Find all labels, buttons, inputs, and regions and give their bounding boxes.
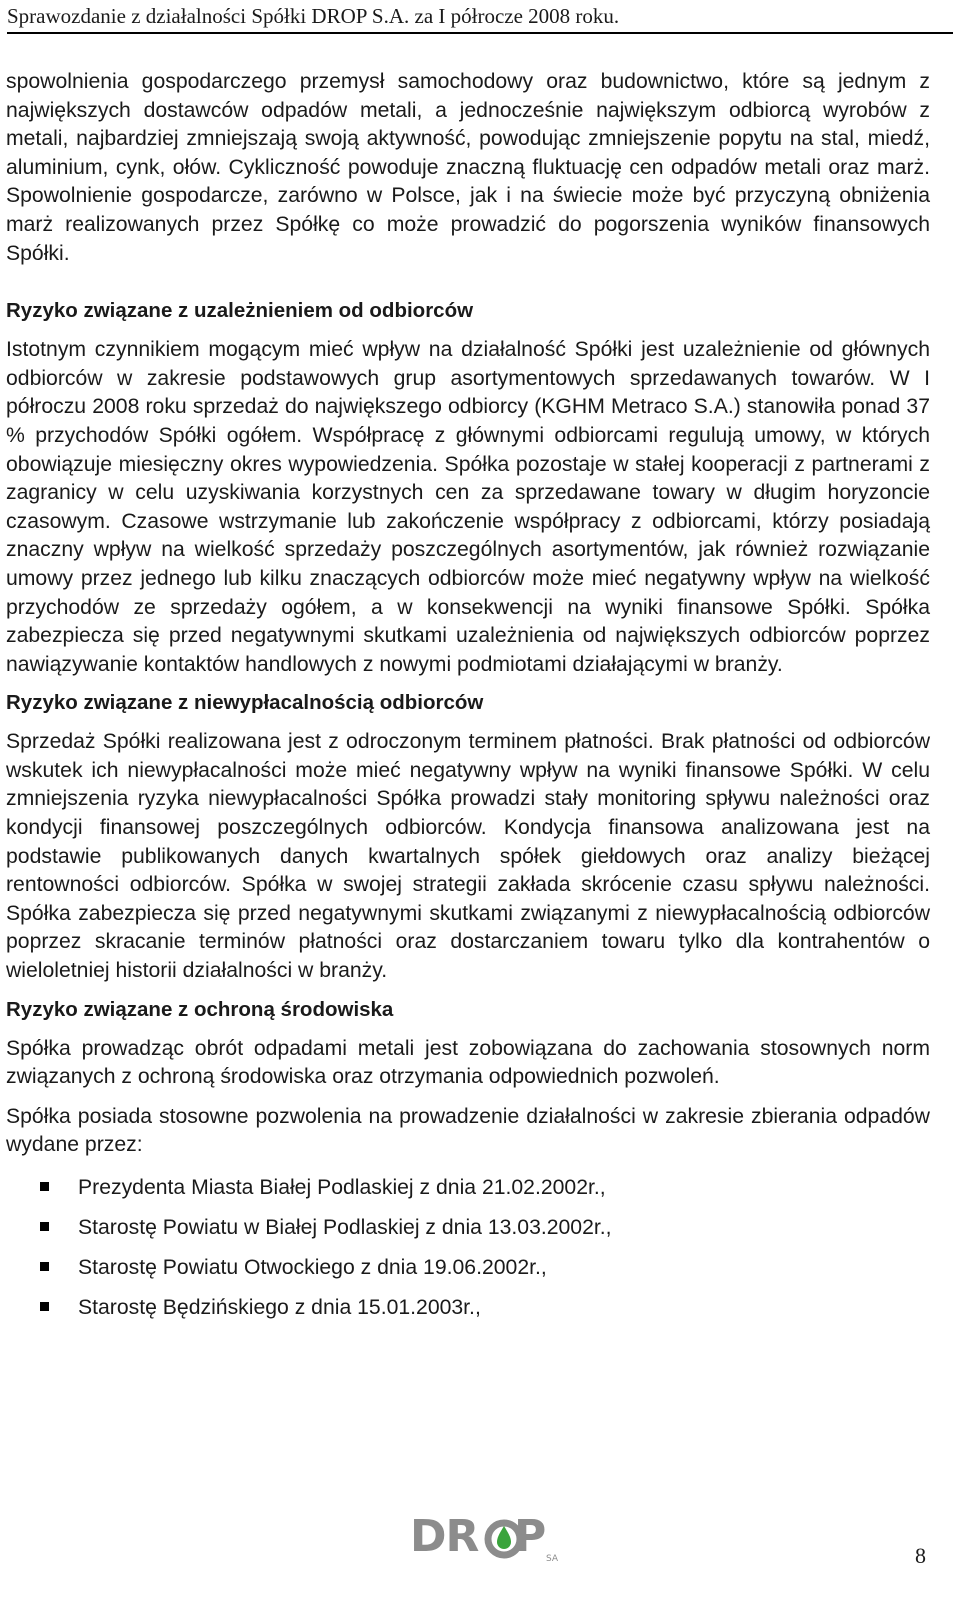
logo-text-end: P — [514, 1511, 546, 1562]
list-item — [6, 1248, 930, 1288]
list-item — [6, 1208, 930, 1248]
environment-paragraph-2: Spółka posiada stosowne pozwolenia na prowadzenie działalności w zakresie zbierania odpadów wydane przez: — [6, 1104, 930, 1157]
intro-paragraph: spowolnienia gospodarczego przemysł samochodowy oraz budownictwo, które są jednym z największych dostawców odpadów metali, a jednocześnie największym odbiorcą wyrobów z metali, najbardziej zmniejszają swoją aktywność, powodując zmniejszenie popytu na stal, miedź, aluminium, cynk, ołów. Cykliczność powoduje znaczną fluktuację cen odpadów metali oraz marż. Spowolnienie gospodarcze, zarówno w Polsce, jak i na świecie może być przyczyną obniżenia marż realizowanych przez Spółkę co może prowadzić do pogorszenia wyników finansowych Spółki. — [6, 70, 930, 265]
section-heading-customer-dependency: Ryzyko związane z uzależnieniem od odbiorców — [6, 299, 474, 323]
permit-text: Starostę Powiatu Otwockiego z dnia 19.06.2002r., — [78, 1256, 547, 1279]
logo-suffix: SA — [546, 1554, 559, 1564]
list-item — [6, 1288, 930, 1328]
page-number: 8 — [915, 1543, 926, 1568]
customer-dependency-paragraph: Istotnym czynnikiem mogącym mieć wpływ na działalność Spółki jest uzależnienie od głównych odbiorców w zakresie podstawowych grup asortymentowych sprzedawanych towarów. W I półroczu 2008 roku sprzedaż do największego odbiorcy (KGHM Metraco S.A.) stanowiła ponad 37 % przychodów Spółki ogółem. Współpracę z głównymi odbiorcami regulują umowy, w których obowiązuje miesięczny okres wypowiedzenia. Spółka pozostaje w stałej kooperacji z partnerami z zagranicy w celu uzyskiwania korzystnych cen za sprzedawane towary w długim horyzoncie czasowym. Czasowe wstrzymanie lub zakończenie współpracy z odbiorcami, którzy posiadają znaczny wpływ na wielkość sprzedaży poszczególnych asortymentów, jak również rozwiązanie umowy przez jednego lub kilku znaczących odbiorców może mieć negatywny wpływ na wielkość przychodów ze sprzedaży ogółem, a w konsekwencji na wyniki finansowe Spółki. Spółka zabezpiecza się przed negatywnymi skutkami uzależnienia od największych odbiorców poprzez nawiązywanie kontaktów handlowych z nowymi podmiotami działającymi w branży. — [6, 338, 930, 676]
permit-text: Starostę Powiatu w Białej Podlaskiej z dnia 13.03.2002r., — [78, 1216, 612, 1239]
square-bullet-icon — [40, 1262, 49, 1271]
square-bullet-icon — [40, 1222, 49, 1231]
square-bullet-icon — [40, 1182, 49, 1191]
environment-paragraph-1: Spółka prowadząc obrót odpadami metali jest zobowiązana do zachowania stosownych norm związanych z ochroną środowiska oraz otrzymania odpowiednich pozwoleń. — [6, 1036, 930, 1089]
square-bullet-icon — [40, 1302, 49, 1311]
logo-text: DR — [410, 1511, 479, 1562]
section-heading-environment: Ryzyko związane z ochroną środowiska — [6, 997, 394, 1021]
document-title: Sprawozdanie z działalności Spółki DROP S.A. za I półrocze 2008 roku. — [7, 4, 620, 28]
section-heading-customer-insolvency: Ryzyko związane z niewypłacalnością odbiorców — [6, 691, 484, 715]
permit-text: Starostę Będzińskiego z dnia 15.01.2003r., — [78, 1296, 481, 1319]
page-header — [7, 2, 953, 34]
permit-text: Prezydenta Miasta Białej Podlaskiej z dnia 21.02.2002r., — [78, 1176, 606, 1199]
permits-list — [6, 1168, 930, 1328]
drop-logo — [410, 1510, 559, 1570]
list-item — [6, 1168, 930, 1208]
customer-insolvency-paragraph: Sprzedaż Spółki realizowana jest z odroczonym terminem płatności. Brak płatności od odbiorców wskutek ich niewypłacalności może mieć negatywny wpływ na wyniki finansowe Spółki. W celu zmniejszenia ryzyka niewypłacalności Spółka prowadzi stały monitoring spływu należności oraz kondycji finansowej poszczególnych odbiorców. Kondycja finansowa analizowana jest na podstawie publikowanych danych kwartalnych spółek giełdowych oraz analizy bieżącej rentowności odbiorców. Spółka w swojej strategii zakłada skrócenie czasu spływu należności. Spółka zabezpiecza się przed negatywnymi skutkami związanymi z niewypłacalnością odbiorców poprzez skracanie terminów płatności oraz dostarczaniem towaru tylko dla kontrahentów o wieloletniej historii działalności w branży. — [6, 730, 930, 983]
document-body — [6, 68, 930, 1328]
